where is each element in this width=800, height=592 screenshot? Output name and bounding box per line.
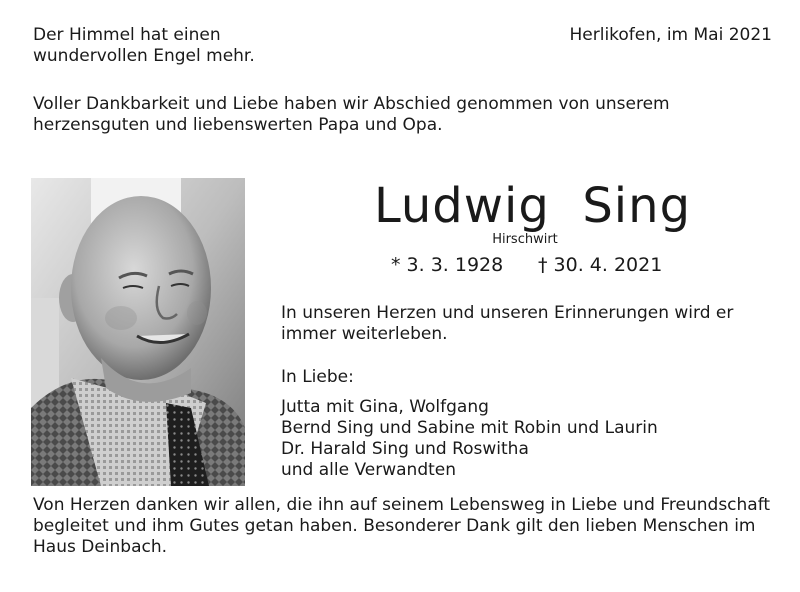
place-date: Herlikofen, im Mai 2021	[569, 25, 772, 45]
memory-text	[281, 303, 771, 345]
memory-line-1: In unseren Herzen und unseren Erinnerungen wird er	[281, 303, 734, 323]
family-member: und alle Verwandten	[281, 460, 457, 480]
portrait-photo	[31, 178, 245, 486]
deceased-name: Ludwig Sing	[373, 178, 692, 234]
thanks-line-2: begleitet und ihm Gutes getan haben. Besonderer Dank gilt den lieben Menschen im	[33, 516, 756, 536]
intro-text	[33, 94, 773, 136]
deceased-nickname: Hirschwirt	[492, 232, 558, 247]
birth-date: * 3. 3. 1928	[391, 254, 504, 276]
in-love-label: In Liebe:	[281, 367, 354, 387]
thanks-line-1: Von Herzen danken wir allen, die ihn auf seinem Lebensweg in Liebe und Freundschaft	[33, 495, 771, 515]
motto-line-2: wundervollen Engel mehr.	[33, 46, 255, 66]
family-member: Bernd Sing und Sabine mit Robin und Laurin	[281, 418, 658, 438]
intro-line-1: Voller Dankbarkeit und Liebe haben wir Abschied genommen von unserem	[33, 94, 670, 114]
motto	[33, 25, 353, 67]
memory-line-2: immer weiterleben.	[281, 324, 448, 344]
thanks-text	[33, 495, 778, 558]
family-list	[281, 397, 771, 481]
intro-line-2: herzensguten und liebenswerten Papa und Opa.	[33, 115, 443, 135]
death-date: † 30. 4. 2021	[538, 254, 663, 276]
motto-line-1: Der Himmel hat einen	[33, 25, 221, 45]
family-member: Dr. Harald Sing und Roswitha	[281, 439, 529, 459]
thanks-line-3: Haus Deinbach.	[33, 537, 168, 557]
family-member: Jutta mit Gina, Wolfgang	[281, 397, 489, 417]
portrait-illustration	[31, 178, 245, 486]
